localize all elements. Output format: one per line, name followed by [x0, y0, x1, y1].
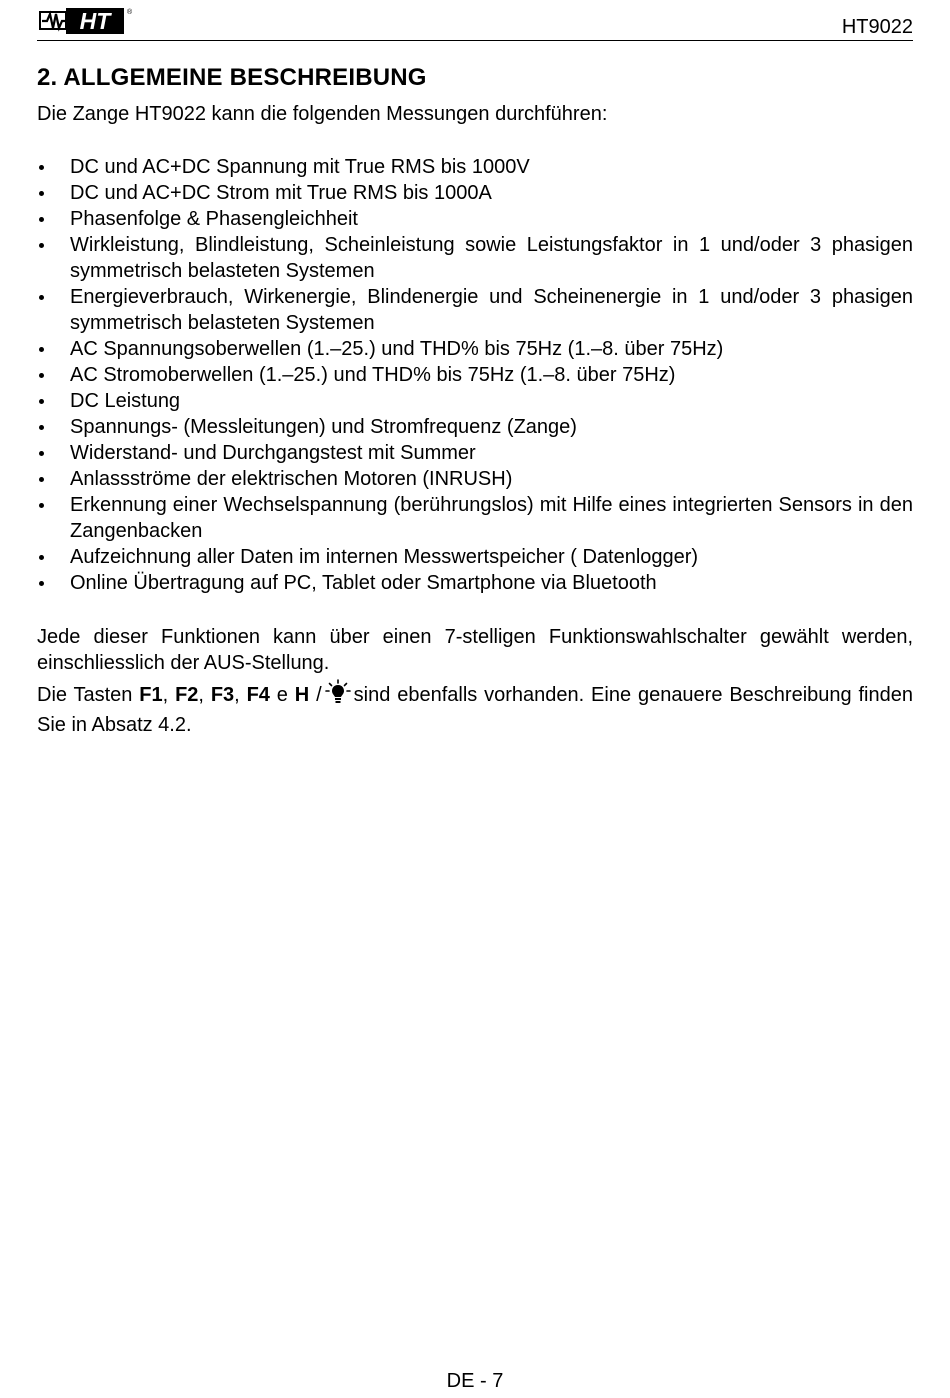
keys-prefix: Die Tasten	[37, 684, 140, 706]
lamp-icon	[325, 679, 351, 712]
ht-logo	[39, 6, 135, 36]
list-item: Online Übertragung auf PC, Tablet oder Smartphone via Bluetooth	[37, 570, 913, 596]
page-header	[37, 4, 913, 40]
list-item: DC und AC+DC Strom mit True RMS bis 1000A	[37, 180, 913, 206]
list-item: Aufzeichnung aller Daten im internen Messwertspeicher ( Datenlogger)	[37, 544, 913, 570]
logo-registered-mark: ®	[127, 9, 133, 16]
list-item: Energieverbrauch, Wirkenergie, Blindenergie und Scheinenergie in 1 und/oder 3 phasigen symmetrisch belasteten Systemen	[37, 284, 913, 336]
list-item: Anlassströme der elektrischen Motoren (INRUSH)	[37, 466, 913, 492]
list-item: Spannungs- (Messleitungen) und Stromfrequenz (Zange)	[37, 414, 913, 440]
key-f2: F2	[175, 684, 199, 706]
separator: ,	[234, 684, 247, 706]
key-f3: F3	[210, 684, 235, 706]
list-item: Wirkleistung, Blindleistung, Scheinleistung sowie Leistungsfaktor in 1 und/oder 3 phasigen symmetrisch belasteten Systemen	[37, 232, 913, 284]
section-title: 2. ALLGEMEINE BESCHREIBUNG	[37, 64, 427, 91]
feature-list	[37, 154, 913, 596]
separator: /	[309, 684, 322, 706]
key-f1: F1	[139, 684, 163, 706]
list-item: DC und AC+DC Spannung mit True RMS bis 1000V	[37, 154, 913, 180]
function-selector-paragraph: Jede dieser Funktionen kann über einen 7-stelligen Funktionswahlschalter gewählt werden, einschliesslich der AUS-Stellung.	[37, 626, 913, 674]
key-f4: F4	[246, 684, 270, 706]
keys-suffix: sind ebenfalls vorhanden. Eine genauere Beschreibung finden Sie in Absatz 4.2.	[37, 684, 913, 736]
separator: ,	[198, 684, 211, 706]
key-h: H	[294, 684, 310, 706]
logo-text: HT	[79, 8, 111, 34]
list-item: DC Leistung	[37, 388, 913, 414]
list-item: Phasenfolge & Phasengleichheit	[37, 206, 913, 232]
page-number: DE - 7	[446, 1370, 504, 1392]
list-item: Widerstand- und Durchgangstest mit Summer	[37, 440, 913, 466]
separator: ,	[162, 684, 176, 706]
list-item: AC Spannungsoberwellen (1.–25.) und THD% bis 75Hz (1.–8. über 75Hz)	[37, 336, 913, 362]
keys-paragraph	[37, 679, 913, 738]
header-rule	[37, 40, 913, 41]
intro-text: Die Zange HT9022 kann die folgenden Messungen durchführen:	[37, 103, 608, 125]
list-item: Erkennung einer Wechselspannung (berührungslos) mit Hilfe eines integrierten Sensors in den Zangenbacken	[37, 492, 913, 544]
separator: e	[269, 684, 295, 706]
model-number: HT9022	[841, 16, 913, 38]
list-item: AC Stromoberwellen (1.–25.) und THD% bis 75Hz (1.–8. über 75Hz)	[37, 362, 913, 388]
